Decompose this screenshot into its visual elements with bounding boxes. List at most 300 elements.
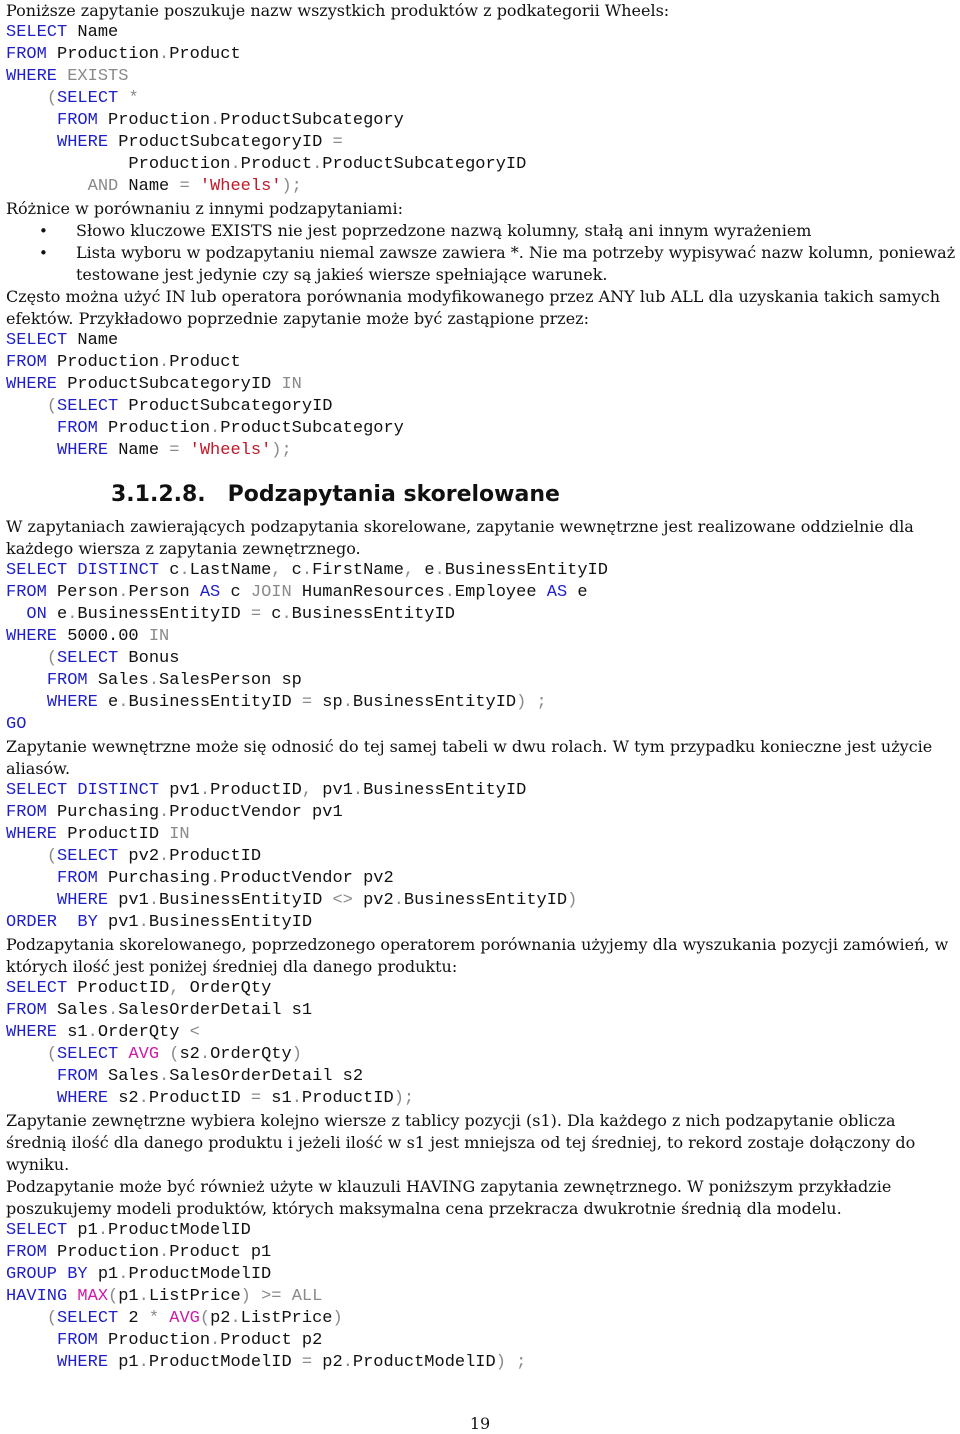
code-token: .	[281, 605, 292, 624]
code-token: ProductModelID	[352, 1353, 496, 1372]
code-token: .	[210, 1331, 221, 1350]
code-line	[6, 132, 956, 154]
code-token: SELECT	[57, 1309, 119, 1328]
code-token: Production	[46, 45, 160, 64]
code-token: FROM	[57, 869, 98, 888]
code-token: 2	[118, 1309, 149, 1328]
code-token: 5000.00	[57, 627, 149, 646]
code-token: *	[128, 89, 139, 108]
code-token: .	[312, 155, 323, 174]
code-token: .	[291, 1089, 302, 1108]
code-line	[6, 1088, 956, 1110]
code-token: WHERE	[57, 133, 109, 152]
code-line	[6, 154, 956, 176]
code-token	[6, 605, 26, 624]
code-token: SELECT	[57, 89, 119, 108]
code-token: s2	[108, 1089, 139, 1108]
code-token: FROM	[6, 353, 47, 372]
code-token: p1	[67, 1221, 98, 1240]
code-token: FROM	[6, 583, 47, 602]
code-token: AVG	[169, 1309, 200, 1328]
code-token	[6, 1045, 47, 1064]
code-token: .	[342, 693, 353, 712]
code-token: Product	[240, 155, 313, 174]
code-line	[6, 692, 956, 714]
code-token: .	[393, 891, 404, 910]
code-token: OrderQty	[210, 1045, 292, 1064]
code-token: SELECT	[57, 847, 119, 866]
code-token: ProductModelID	[128, 1265, 272, 1284]
code-token: .	[199, 1045, 211, 1064]
code-token	[6, 133, 57, 152]
code-line	[6, 802, 956, 824]
code-token: e	[414, 561, 435, 580]
code-token: p1	[118, 1287, 139, 1306]
code-token	[6, 419, 57, 438]
code-token: ProductID	[57, 825, 170, 844]
code-token: ProductID	[210, 781, 302, 800]
code-token: =	[179, 177, 190, 196]
code-token: ;	[536, 693, 547, 712]
code-token: MAX	[77, 1287, 109, 1306]
code-token: SELECT	[6, 1221, 68, 1240]
code-line	[6, 176, 956, 198]
code-block-orderqty	[6, 978, 956, 1110]
code-line	[6, 1264, 956, 1286]
code-token: AS	[546, 583, 568, 602]
code-token: p2	[210, 1309, 231, 1328]
code-token: ,	[301, 781, 313, 800]
code-line	[6, 1022, 956, 1044]
code-token: );	[393, 1089, 415, 1108]
code-token: e	[46, 605, 68, 624]
code-token: ProductID	[67, 979, 170, 998]
code-token: Bonus	[118, 649, 180, 668]
code-token	[6, 111, 57, 130]
code-line	[6, 1286, 956, 1308]
in-any-paragraph: Często można użyć IN lub operatora porównania modyfikowanego przez ANY lub ALL dla uzyskania takich samych efektów. Przykładowo poprzednie zapytanie może być zastąpione przez:	[6, 287, 941, 328]
code-token: ProductSubcategory	[220, 111, 404, 130]
code-token: <>	[332, 891, 353, 910]
code-token: .	[210, 419, 221, 438]
code-token: 'Wheels'	[189, 441, 272, 460]
code-token: .	[118, 583, 129, 602]
code-token: Employee	[454, 583, 547, 602]
code-token: GROUP	[6, 1265, 58, 1284]
code-token	[118, 89, 128, 108]
code-token: ProductID	[148, 1089, 251, 1108]
code-token: (	[46, 89, 58, 108]
code-token: =	[301, 1353, 313, 1372]
code-token: .	[434, 561, 445, 580]
code-token: (	[46, 847, 58, 866]
code-token: c	[281, 561, 302, 580]
code-line	[6, 560, 956, 582]
code-token: JOIN	[250, 583, 292, 602]
code-token: .	[87, 1023, 98, 1042]
code-token: pv2	[352, 891, 394, 910]
code-token: SELECT	[6, 781, 68, 800]
code-token: IN	[148, 627, 170, 646]
code-token: c	[261, 605, 282, 624]
code-token: ProductVendor pv1	[169, 803, 343, 822]
code-block-having	[6, 1220, 956, 1374]
code-token: =	[332, 133, 343, 152]
code-token: );	[281, 177, 302, 196]
code-token: pv2	[118, 847, 160, 866]
code-token	[67, 781, 77, 800]
code-line	[6, 1330, 956, 1352]
code-token: Production	[6, 155, 231, 174]
code-token: ,	[403, 561, 415, 580]
correlated-paragraph: W zapytaniach zawierających podzapytania skorelowane, zapytanie wewnętrzne jest realizowane oddzielnie dla każdego wiersza z zapytania zewnętrznego.	[6, 517, 914, 558]
code-token: .	[148, 891, 160, 910]
code-token: ORDER	[6, 913, 58, 932]
code-line	[6, 352, 956, 374]
differences-heading: Różnice w porównaniu z innymi podzapytaniami:	[6, 199, 403, 218]
code-block-vendor	[6, 780, 956, 934]
code-token: SELECT	[6, 23, 68, 42]
code-token: .	[159, 803, 170, 822]
code-token: (	[46, 1309, 58, 1328]
code-token: .	[301, 561, 313, 580]
code-token: e	[97, 693, 119, 712]
code-line	[6, 912, 956, 934]
code-token	[57, 67, 67, 86]
code-token: GO	[6, 715, 27, 734]
code-token: )	[495, 1353, 506, 1372]
code-token: SELECT	[6, 561, 68, 580]
code-token	[57, 913, 77, 932]
code-token: s2	[179, 1045, 200, 1064]
code-line	[6, 1220, 956, 1242]
code-token	[6, 671, 47, 690]
code-token: (	[46, 397, 58, 416]
code-token: (	[46, 649, 58, 668]
code-line	[6, 440, 956, 462]
code-token: WHERE	[57, 441, 109, 460]
code-line	[6, 1308, 956, 1330]
code-token	[251, 1287, 261, 1306]
bullet-item: • Słowo kluczowe EXISTS nie jest poprzedzone nazwą kolumny, stałą ani innym wyrażeniem	[76, 220, 956, 242]
code-token: BusinessEntityID	[159, 891, 333, 910]
code-token: .	[97, 1221, 109, 1240]
code-line	[6, 44, 956, 66]
code-line	[6, 868, 956, 890]
code-token	[6, 441, 57, 460]
code-line	[6, 604, 956, 626]
code-token: FROM	[6, 1243, 47, 1262]
code-token: Sales	[87, 671, 149, 690]
code-token: .	[159, 1067, 170, 1086]
code-token: p2	[312, 1353, 343, 1372]
code-token: BusinessEntityID	[444, 561, 608, 580]
code-token: WHERE	[6, 627, 58, 646]
code-token: pv1	[312, 781, 353, 800]
code-token: Production	[97, 419, 211, 438]
code-token: WHERE	[57, 1353, 109, 1372]
code-line	[6, 582, 956, 604]
code-line	[6, 396, 956, 418]
code-line	[6, 330, 956, 352]
code-token: BusinessEntityID	[128, 693, 302, 712]
code-token: AS	[199, 583, 221, 602]
code-token: .	[199, 781, 211, 800]
code-token	[190, 177, 200, 196]
code-token: )	[291, 1045, 302, 1064]
code-token: BusinessEntityID	[363, 781, 527, 800]
code-token: SELECT	[57, 649, 119, 668]
code-token: Sales	[46, 1001, 109, 1020]
code-token: Name	[67, 331, 119, 350]
code-token: .	[230, 155, 241, 174]
code-token: SELECT	[57, 1045, 119, 1064]
code-token	[6, 1331, 57, 1350]
code-token: Product p2	[220, 1331, 323, 1350]
code-token: .	[444, 583, 455, 602]
code-line	[6, 1066, 956, 1088]
code-block-in	[6, 330, 956, 462]
code-token: SELECT	[6, 331, 68, 350]
code-token	[179, 441, 189, 460]
code-token	[6, 1353, 57, 1372]
code-token: WHERE	[6, 375, 58, 394]
code-token: ProductSubcategoryID	[118, 397, 333, 416]
code-token: FROM	[57, 419, 98, 438]
avg-paragraph: Podzapytania skorelowanego, poprzedzonego operatorem porównania użyjemy dla wyszukania pozycji zamówień, w których ilość jest poniżej średniej dla danego produktu:	[6, 935, 949, 976]
code-line	[6, 1352, 956, 1374]
code-token: (	[199, 1309, 211, 1328]
bullet-list	[6, 220, 956, 286]
code-token: AND	[87, 177, 119, 196]
code-line	[6, 890, 956, 912]
code-token: WHERE	[46, 693, 98, 712]
code-token: ProductSubcategoryID	[108, 133, 333, 152]
code-token: FROM	[6, 45, 47, 64]
code-token: .	[67, 605, 78, 624]
code-token: HumanResources	[291, 583, 445, 602]
code-token: FirstName	[312, 561, 404, 580]
code-token: (	[169, 1045, 180, 1064]
code-block-bonus	[6, 560, 956, 736]
code-line	[6, 1242, 956, 1264]
code-token: (	[46, 1045, 58, 1064]
code-token: ON	[26, 605, 47, 624]
code-token: ProductVendor pv2	[220, 869, 394, 888]
code-token	[6, 891, 57, 910]
code-token	[506, 1353, 516, 1372]
code-token: WHERE	[57, 1089, 109, 1108]
code-token: =	[169, 441, 180, 460]
code-block-exists	[6, 22, 956, 198]
code-token: ProductModelID	[108, 1221, 251, 1240]
code-token: .	[138, 913, 149, 932]
code-token: ProductID	[169, 847, 262, 866]
code-token: <	[189, 1023, 200, 1042]
code-token: ListPrice	[148, 1287, 241, 1306]
code-token	[159, 1045, 169, 1064]
code-token	[67, 1287, 77, 1306]
code-token: WHERE	[6, 67, 58, 86]
code-token: .	[118, 1265, 129, 1284]
code-token: .	[159, 353, 170, 372]
code-token: p1	[108, 1353, 139, 1372]
code-token: IN	[169, 825, 190, 844]
code-token: BusinessEntityID	[291, 605, 455, 624]
section-heading	[6, 462, 956, 516]
code-line	[6, 670, 956, 692]
code-token: FROM	[6, 1001, 47, 1020]
code-token: sp	[312, 693, 343, 712]
code-token: =	[301, 693, 313, 712]
code-token: );	[271, 441, 292, 460]
code-token	[6, 89, 47, 108]
code-token: BY	[67, 1265, 88, 1284]
code-token: BusinessEntityID	[148, 913, 313, 932]
code-token	[6, 397, 47, 416]
code-token	[6, 869, 57, 888]
code-token	[6, 177, 88, 196]
code-token: =	[250, 1089, 262, 1108]
code-token: .	[118, 693, 129, 712]
code-token	[6, 1309, 47, 1328]
code-token: AVG	[128, 1045, 160, 1064]
code-token	[6, 1089, 57, 1108]
code-token: LastName	[189, 561, 272, 580]
code-token: pv1	[159, 781, 200, 800]
code-token: DISTINCT	[77, 781, 160, 800]
code-line	[6, 626, 956, 648]
code-token: Name	[118, 177, 180, 196]
code-token: ALL	[291, 1287, 323, 1306]
code-token: )	[567, 891, 578, 910]
code-line	[6, 846, 956, 868]
code-token	[6, 1067, 57, 1086]
code-token: c	[159, 561, 180, 580]
section-title: Podzapytania skorelowane	[227, 482, 560, 507]
code-token: WHERE	[6, 1023, 58, 1042]
code-token: =	[250, 605, 262, 624]
document-page	[6, 0, 956, 1374]
code-token: .	[159, 45, 170, 64]
code-token: Person	[128, 583, 200, 602]
outer-paragraph: Zapytanie zewnętrzne wybiera kolejno wiersze z tablicy pozycji (s1). Dla każdego z nich podzapytanie oblicza średnią ilość dla danego produktu i jeżeli ilość w s1 jest mniejsza od tej średniej, to rekord zostaje dołączony do wyniku.	[6, 1111, 916, 1174]
code-line	[6, 714, 956, 736]
section-number: 3.1.2.8.	[111, 482, 206, 507]
code-token: FROM	[57, 1067, 98, 1086]
code-token: BusinessEntityID	[77, 605, 251, 624]
bullet-item: • Lista wyboru w podzapytaniu niemal zawsze zawiera *. Nie ma potrzeby wypisywać nazw kolumn, ponieważ testowane jest jedynie czy są jakieś wiersze spełniające warunek.	[76, 242, 956, 286]
page-number: 19	[469, 1414, 491, 1433]
code-token: SELECT	[57, 397, 119, 416]
code-token: OrderQty	[97, 1023, 190, 1042]
having-paragraph: Podzapytanie może być również użyte w klauzuli HAVING zapytania zewnętrznego. W poniższym przykładzie poszukujemy modeli produktów, których maksymalna cena przekracza dwukrotnie średnią dla modelu.	[6, 1177, 892, 1218]
code-token: BusinessEntityID	[352, 693, 517, 712]
code-line	[6, 88, 956, 110]
code-token: EXISTS	[67, 67, 129, 86]
code-token: DISTINCT	[77, 561, 160, 580]
code-token: SalesOrderDetail s1	[118, 1001, 313, 1020]
aliases-paragraph: Zapytanie wewnętrzne może się odnosić do tej samej tabeli w dwu rolach. W tym przypadku konieczne jest użycie aliasów.	[6, 737, 933, 778]
code-token: .	[108, 1001, 119, 1020]
code-token: .	[352, 781, 364, 800]
code-line	[6, 978, 956, 1000]
code-line	[6, 780, 956, 802]
code-token: FROM	[46, 671, 88, 690]
code-token: HAVING	[6, 1287, 68, 1306]
code-token	[159, 1309, 169, 1328]
code-token: SalesOrderDetail s2	[169, 1067, 364, 1086]
code-token	[57, 1265, 67, 1284]
code-token: SalesPerson sp	[159, 671, 302, 690]
code-token: .	[179, 561, 190, 580]
code-token: WHERE	[6, 825, 58, 844]
code-token: e	[567, 583, 588, 602]
code-token: .	[342, 1353, 353, 1372]
code-token: FROM	[6, 803, 47, 822]
code-token: Product	[169, 45, 241, 64]
code-token	[6, 649, 47, 668]
code-token: .	[159, 847, 170, 866]
code-line	[6, 374, 956, 396]
code-token: Product	[169, 353, 241, 372]
code-token	[281, 1287, 291, 1306]
code-token: ,	[169, 979, 180, 998]
code-token: Production	[46, 1243, 160, 1262]
code-token: (	[108, 1287, 119, 1306]
code-token: Person	[46, 583, 119, 602]
code-token: .	[210, 869, 221, 888]
code-token: Purchasing	[97, 869, 211, 888]
code-token: )	[332, 1309, 343, 1328]
code-token: ;	[516, 1353, 527, 1372]
code-token: pv1	[97, 913, 139, 932]
code-token: IN	[281, 375, 302, 394]
code-line	[6, 1044, 956, 1066]
code-line	[6, 110, 956, 132]
code-token	[118, 1045, 128, 1064]
code-token: Production	[46, 353, 160, 372]
code-token: Purchasing	[46, 803, 160, 822]
code-token: ProductSubcategoryID	[322, 155, 527, 174]
code-token: pv1	[108, 891, 149, 910]
code-token: p1	[87, 1265, 119, 1284]
code-token: OrderQty	[179, 979, 272, 998]
code-token: )	[240, 1287, 251, 1306]
code-token: .	[148, 671, 160, 690]
code-token: ListPrice	[240, 1309, 333, 1328]
code-token: Name	[67, 23, 119, 42]
code-token	[6, 847, 47, 866]
code-line	[6, 1000, 956, 1022]
code-token: ProductSubcategory	[220, 419, 404, 438]
code-line	[6, 66, 956, 88]
code-token: .	[138, 1089, 149, 1108]
code-token: s1	[57, 1023, 88, 1042]
code-line	[6, 22, 956, 44]
code-token: Sales	[97, 1067, 160, 1086]
code-token: .	[159, 1243, 170, 1262]
code-token: >=	[261, 1287, 282, 1306]
code-token: .	[210, 111, 221, 130]
code-line	[6, 824, 956, 846]
code-token: FROM	[57, 1331, 98, 1350]
code-token	[67, 561, 77, 580]
code-line	[6, 648, 956, 670]
code-token: Production	[97, 111, 211, 130]
code-token	[6, 693, 47, 712]
code-token: BusinessEntityID	[403, 891, 568, 910]
